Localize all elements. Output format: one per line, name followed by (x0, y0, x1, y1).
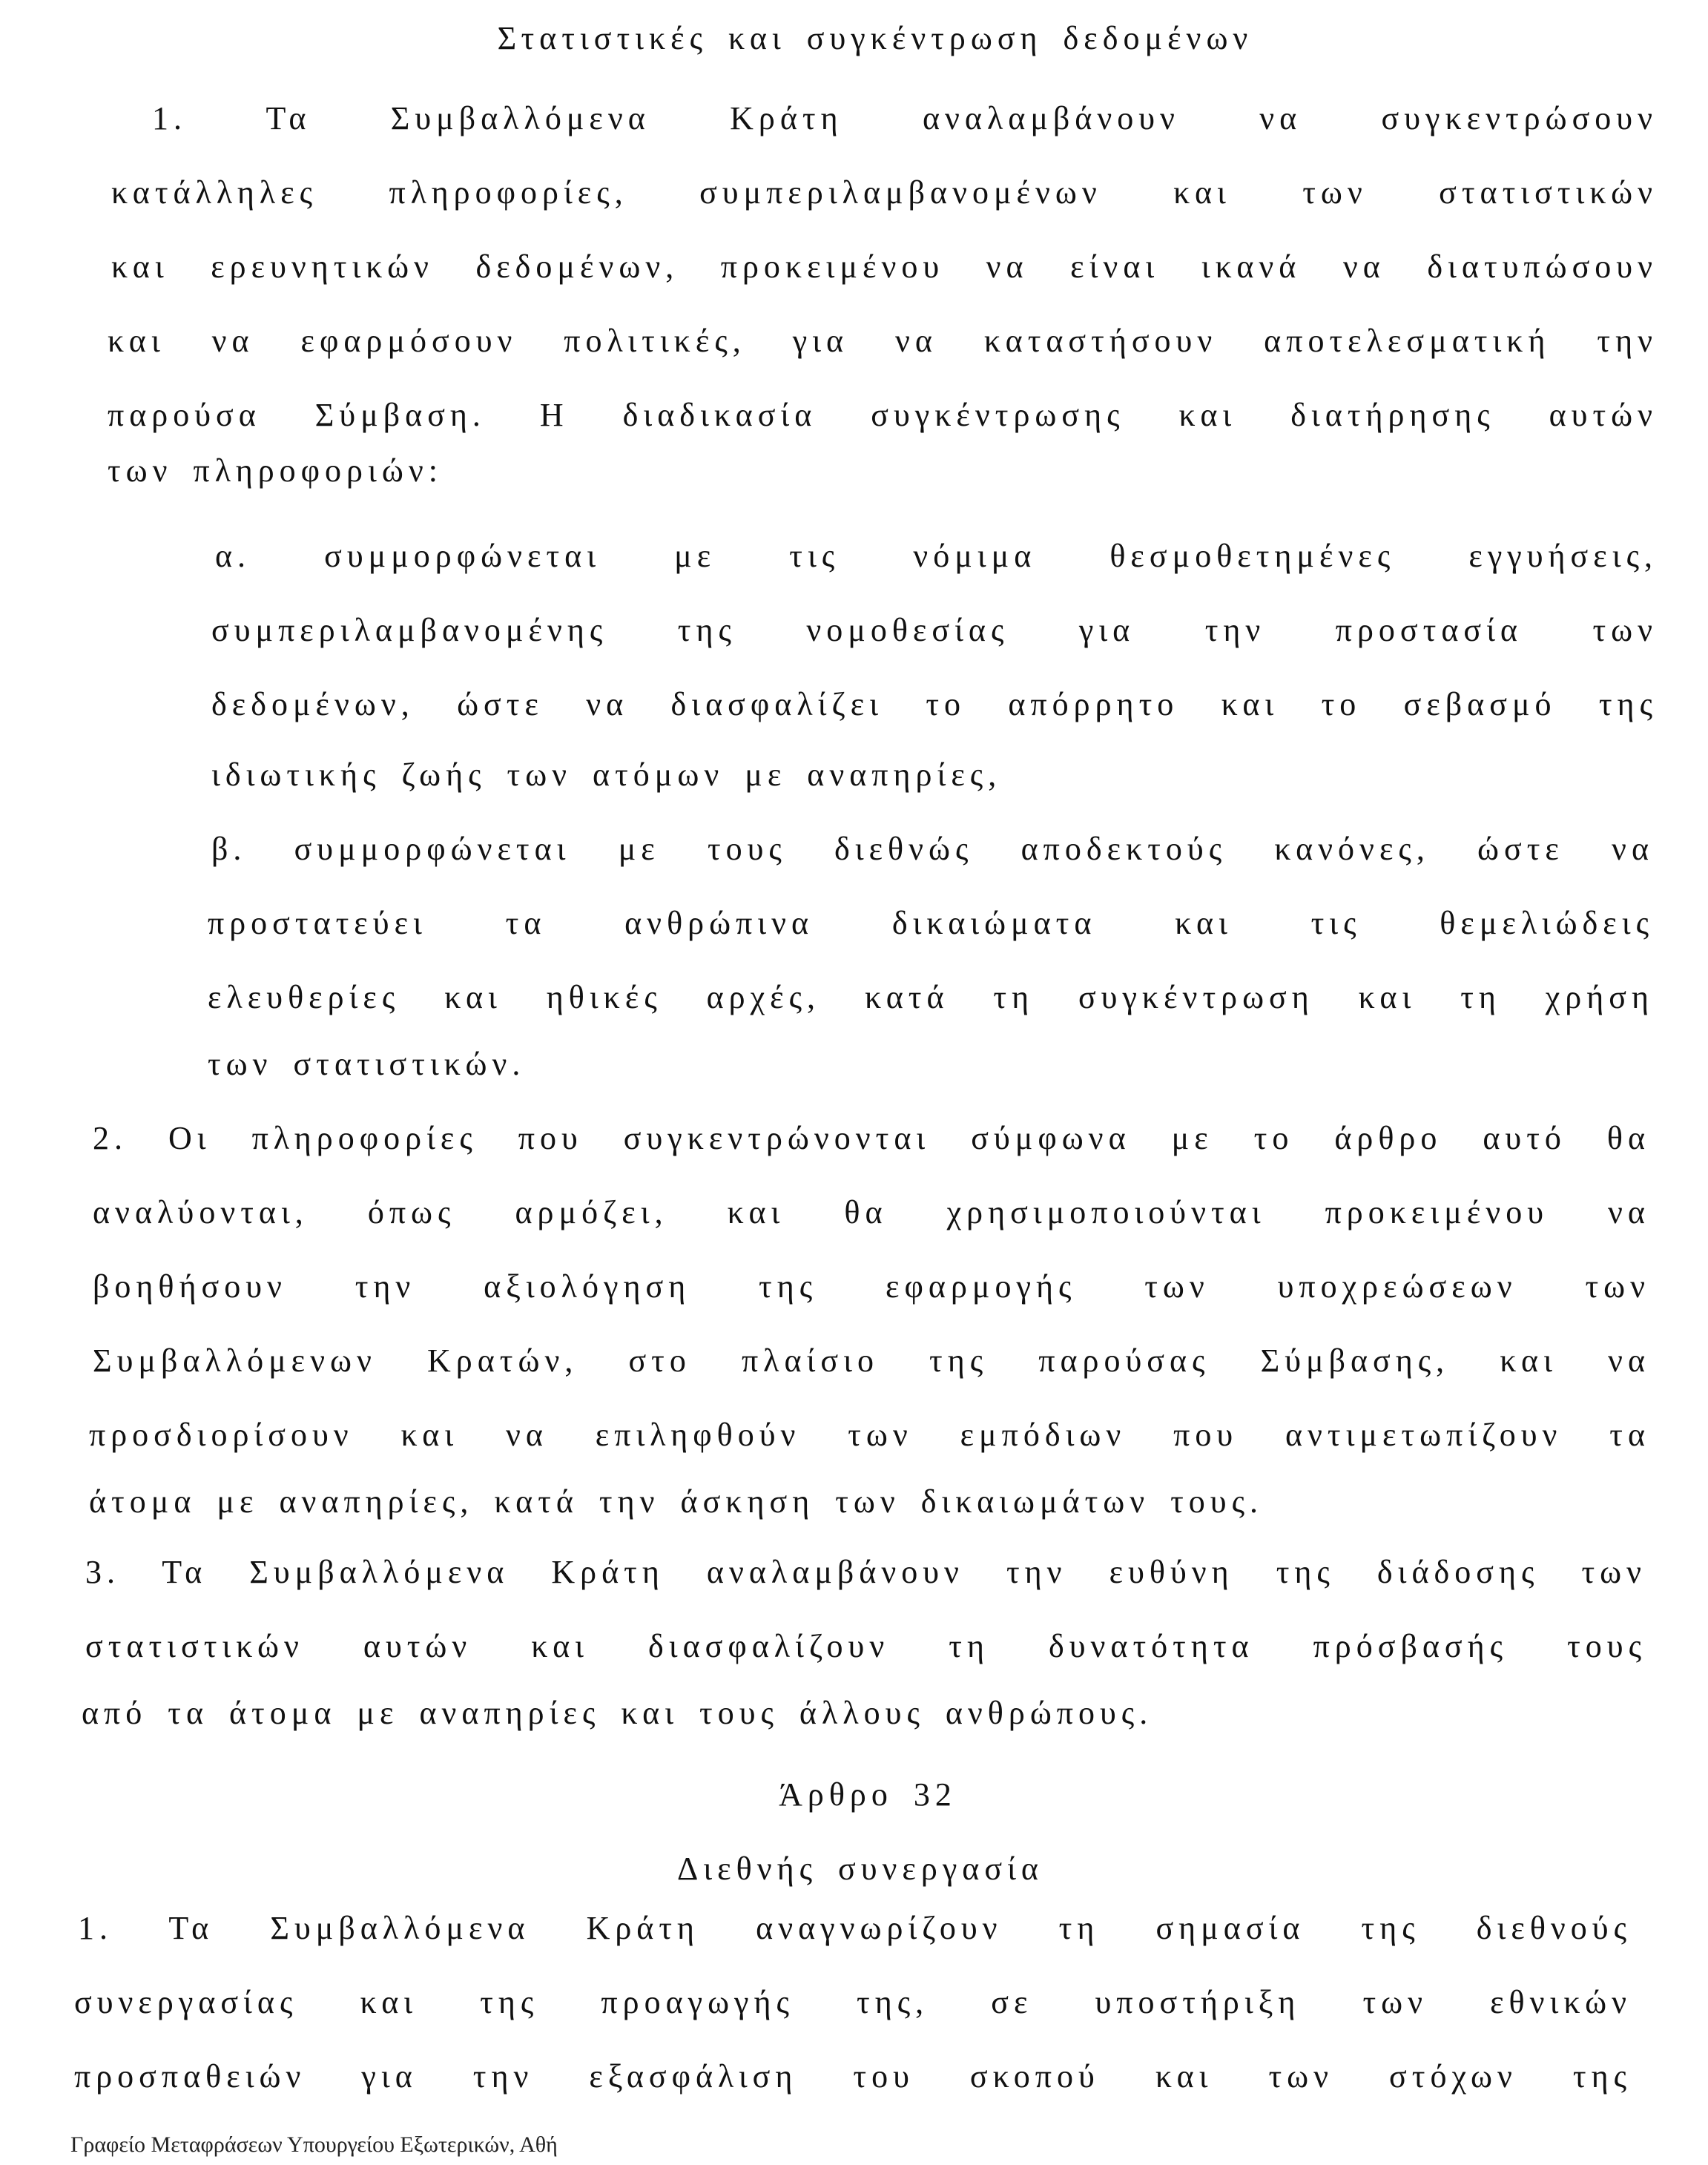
para1-line: 1. Τα Συμβαλλόμενα Κράτη αναλαμβάνουν να συγκεντρώσουν (152, 100, 1658, 136)
page-footer: Γραφείο Μεταφράσεων Υπουργείου Εξωτερικών, Αθή (70, 2132, 558, 2157)
item-a-line: ιδιωτικής ζωής των ατόμων με αναπηρίες, (211, 757, 1002, 793)
article-para1-line: συνεργασίας και της προαγωγής της, σε υποστήριξη των εθνικών (74, 1984, 1632, 2020)
item-a-line: α. συμμορφώνεται με τις νόμιμα θεσμοθετημένες εγγυήσεις, (215, 538, 1658, 574)
para2-line: άτομα με αναπηρίες, κατά την άσκηση των δικαιωμάτων τους. (89, 1483, 1264, 1520)
item-b-line: προστατεύει τα ανθρώπινα δικαιώματα και τις θεμελιώδεις (208, 905, 1654, 941)
article-number: Άρθρο 32 (779, 1776, 957, 1813)
para3-line: 3. Τα Συμβαλλόμενα Κράτη αναλαμβάνουν την ευθύνη της διάδοσης των (85, 1554, 1646, 1590)
para2-line: βοηθήσουν την αξιολόγηση της εφαρμογής των υποχρεώσεων των (93, 1268, 1650, 1305)
para2-line: προσδιορίσουν και να επιληφθούν των εμπόδιων που αντιμετωπίζουν τα (89, 1417, 1650, 1453)
para3-line: στατιστικών αυτών και διασφαλίζουν τη δυνατότητα πρόσβασής τους (85, 1628, 1646, 1664)
section-heading: Στατιστικές και συγκέντρωση δεδομένων (497, 20, 1253, 56)
article-para1-line: 1. Τα Συμβαλλόμενα Κράτη αναγνωρίζουν τη σημασία της διεθνούς (78, 1910, 1632, 1946)
item-b-line: ελευθερίες και ηθικές αρχές, κατά τη συγκέντρωση και τη χρήση (208, 979, 1654, 1015)
para2-line: αναλύονται, όπως αρμόζει, και θα χρησιμοποιούνται προκειμένου να (93, 1194, 1650, 1230)
item-a-line: δεδομένων, ώστε να διασφαλίζει το απόρρητο και το σεβασμό της (211, 686, 1658, 722)
article-title: Διεθνής συνεργασία (677, 1851, 1043, 1887)
para1-line: και ερευνητικών δεδομένων, προκειμένου να είναι ικανά να διατυπώσουν (111, 248, 1658, 285)
para1-line: των πληροφοριών: (108, 452, 443, 489)
item-b-line: β. συμμορφώνεται με τους διεθνώς αποδεκτούς κανόνες, ώστε να (211, 831, 1654, 867)
para2-line: 2. Οι πληροφορίες που συγκεντρώνονται σύμφωνα με το άρθρο αυτό θα (93, 1120, 1650, 1156)
para1-line: παρούσα Σύμβαση. Η διαδικασία συγκέντρωσης και διατήρησης αυτών (108, 397, 1658, 433)
article-para1-line: προσπαθειών για την εξασφάλιση του σκοπού και των στόχων της (74, 2058, 1632, 2095)
para3-line: από τα άτομα με αναπηρίες και τους άλλους ανθρώπους. (82, 1695, 1153, 1731)
para1-line: και να εφαρμόσουν πολιτικές, για να καταστήσουν αποτελεσματική την (108, 323, 1658, 359)
para1-line: κατάλληλες πληροφορίες, συμπεριλαμβανομένων και των στατιστικών (111, 174, 1658, 211)
para2-line: Συμβαλλόμενων Κρατών, στο πλαίσιο της παρούσας Σύμβασης, και να (93, 1342, 1650, 1379)
item-a-line: συμπεριλαμβανομένης της νομοθεσίας για την προστασία των (211, 612, 1658, 648)
item-b-line: των στατιστικών. (208, 1046, 526, 1082)
